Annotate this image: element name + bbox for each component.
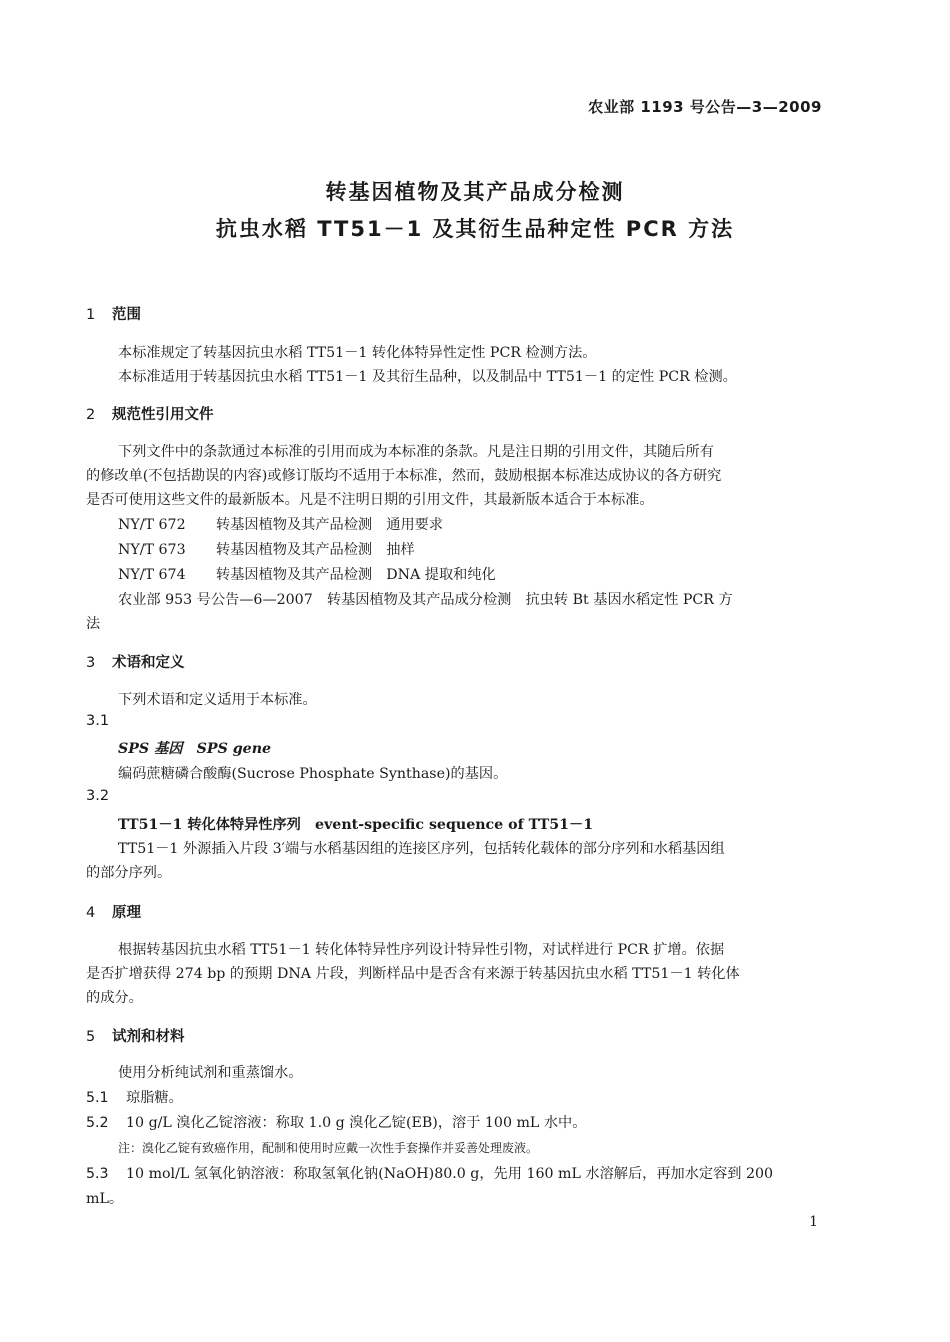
term-definition-line: 的部分序列。: [86, 865, 172, 881]
section-number: 4: [86, 905, 96, 921]
paragraph-line: 是否扩增获得 274 bp 的预期 DNA 片段，判断样品中是否含有来源于转基因抗虫水稻 TT51－1 转化体: [86, 966, 740, 982]
paragraph-line: 的修改单(不包括勘误的内容)或修订版均不适用于本标准，然而，鼓励根据本标准达成协议的各方研究: [86, 468, 722, 484]
paragraph-line: 是否可使用这些文件的最新版本。凡是不注明日期的引用文件，其最新版本适合于本标准。: [86, 492, 654, 508]
reference-title: 转基因植物及其产品检测 DNA 提取和纯化: [216, 567, 496, 583]
subsection-number: 3.2: [86, 788, 110, 804]
section-number: 3: [86, 655, 96, 671]
section-title: 范围: [112, 307, 141, 323]
paragraph-line: 下列文件中的条款通过本标准的引用而成为本标准的条款。凡是注日期的引用文件，其随后所有: [118, 444, 714, 460]
paragraph-line: 根据转基因抗虫水稻 TT51－1 转化体特异性序列设计特异性引物，对试样进行 PCR 扩增。依据: [118, 942, 725, 958]
section-5-heading: [86, 1025, 185, 1046]
note: 注：溴化乙锭有致癌作用，配制和使用时应戴一次性手套操作并妥善处理废液。: [118, 1141, 539, 1155]
item-text: 10 mol/L 氢氧化钠溶液：称取氢氧化钠(NaOH)80.0 g，先用 160 mL 水溶解后，再加水定容到 200: [126, 1166, 774, 1182]
reference-item: [118, 564, 496, 584]
section-3-heading: [86, 651, 185, 672]
paragraph: 本标准适用于转基因抗虫水稻 TT51－1 及其衍生品种，以及制品中 TT51－1 的定性 PCR 检测。: [118, 369, 737, 385]
term-heading: TT51－1 转化体特异性序列 event-specific sequence of TT51－1: [118, 817, 594, 833]
paragraph-line: 的成分。: [86, 990, 143, 1006]
title-line-2: 抗虫水稻 TT51－1 及其衍生品种定性 PCR 方法: [215, 217, 735, 241]
subsection-number: 3.1: [86, 713, 110, 729]
term-definition-line: TT51－1 外源插入片段 3′端与水稻基因组的连接区序列，包括转化载体的部分序列和水稻基因组: [118, 841, 725, 857]
section-title: 试剂和材料: [112, 1029, 185, 1045]
term-definition: 编码蔗糖磷合酸酶(Sucrose Phosphate Synthase)的基因。: [118, 766, 508, 782]
reference-item: 农业部 953 号公告—6—2007 转基因植物及其产品成分检测 抗虫转 Bt 基因水稻定性 PCR 方: [118, 592, 733, 608]
reference-item-continuation: 法: [86, 616, 101, 632]
reference-code: NY/T 673: [118, 542, 186, 558]
item-number: 5.1: [86, 1090, 109, 1106]
term-heading: SPS 基因 SPS gene: [118, 741, 272, 757]
section-title: 原理: [112, 905, 141, 921]
section-title: 术语和定义: [112, 655, 185, 671]
paragraph: 使用分析纯试剂和重蒸馏水。: [118, 1065, 303, 1081]
section-title: 规范性引用文件: [112, 407, 214, 423]
paragraph: 下列术语和定义适用于本标准。: [118, 692, 317, 708]
section-1-heading: [86, 303, 141, 324]
item-number: 5.2: [86, 1115, 109, 1131]
paragraph: 本标准规定了转基因抗虫水稻 TT51－1 转化体特异性定性 PCR 检测方法。: [118, 345, 597, 361]
list-item: [86, 1163, 773, 1183]
section-2-heading: [86, 403, 214, 424]
reference-title: 转基因植物及其产品检测 通用要求: [216, 517, 444, 533]
section-number: 1: [86, 307, 96, 323]
reference-item: [118, 514, 443, 534]
item-number: 5.3: [86, 1166, 109, 1182]
item-text: 10 g/L 溴化乙锭溶液：称取 1.0 g 溴化乙锭(EB)，溶于 100 mL 水中。: [126, 1115, 587, 1131]
item-text: 琼脂糖。: [126, 1090, 183, 1106]
reference-title: 转基因植物及其产品检测 抽样: [216, 542, 415, 558]
page-number: 1: [809, 1214, 818, 1230]
document-code: 农业部 1193 号公告—3—2009: [588, 98, 822, 116]
list-item: [86, 1112, 586, 1132]
section-number: 2: [86, 407, 96, 423]
section-4-heading: [86, 901, 141, 922]
section-number: 5: [86, 1029, 96, 1045]
reference-code: NY/T 674: [118, 567, 186, 583]
reference-code: NY/T 672: [118, 517, 186, 533]
title-line-1: 转基因植物及其产品成分检测: [325, 180, 625, 204]
list-item: [86, 1087, 183, 1107]
reference-item: [118, 539, 415, 559]
list-item-continuation: mL。: [86, 1191, 124, 1207]
